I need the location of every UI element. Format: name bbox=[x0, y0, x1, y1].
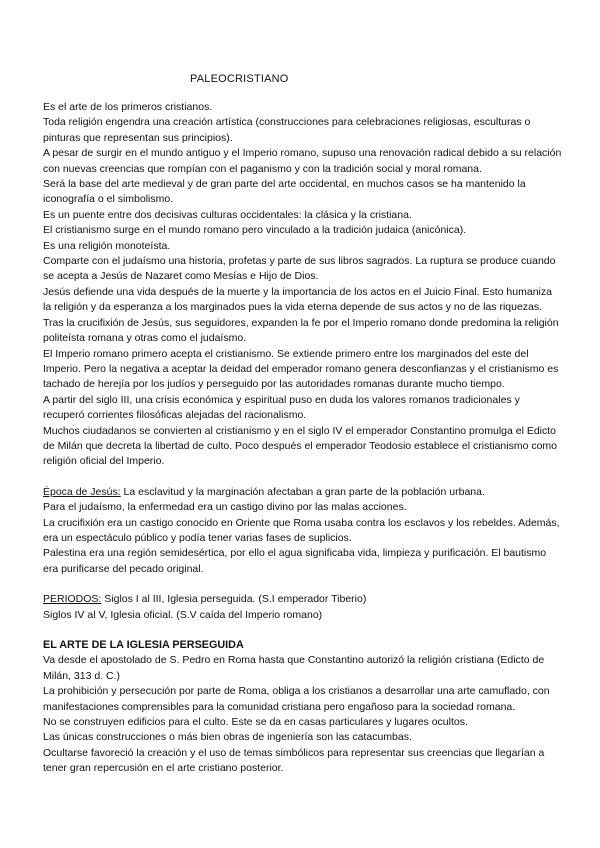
intro-paragraph: Es un puente entre dos decisivas culturas occidentales: la clásica y la cristiana. bbox=[43, 208, 412, 221]
intro-paragraph: Jesús defiende una vida después de la muerte y la importancia de los actos en el Juicio Final. Esto humaniza la religión y da esperanza a los marginados pues la vida eterna depende de sus actos y no de las riquezas. bbox=[43, 285, 552, 314]
epoca-section bbox=[43, 485, 563, 577]
intro-paragraph: El Imperio romano primero acepta el cristianismo. Se extiende primero entre los marginados del este del Imperio. Pero la negativa a aceptar la deidad del emperador romano genera desconfianzas y el cristianismo es tachado de herejía por los judíos y perseguido por las autoridades romanas durante mucho tiempo. bbox=[43, 347, 559, 391]
iglesia-perseguida-section bbox=[43, 638, 563, 777]
section-paragraph: La prohibición y persecución por parte de Roma, obliga a los cristianos a desarrollar una arte camuflado, con manifestaciones comprensibles para la comunidad cristiana pero engañoso para la sociedad romana. bbox=[43, 685, 550, 713]
section-spacer bbox=[43, 470, 563, 485]
section-paragraph: Ocultarse favoreció la creación y el uso de temas simbólicos para representar sus creencias que llegarían a tener gran repercusión en el arte cristiano posterior. bbox=[43, 746, 545, 775]
intro-paragraph: Toda religión engendra una creación artística (construcciones para celebraciones religiosas, esculturas o pinturas que representan sus principios). bbox=[43, 116, 531, 144]
document-title: PALEOCRISTIANO bbox=[190, 73, 289, 85]
intro-paragraph: Será la base del arte medieval y de gran parte del arte occidental, en muchos casos se ha mantenido la iconografía o el simbolismo. bbox=[43, 178, 526, 206]
section-paragraph: No se construyen edificios para el culto. Este se da en casas particulares y lugares ocultos. bbox=[43, 716, 468, 729]
epoca-line: Para el judaísmo, la enfermedad era un castigo divino por las malas acciones. bbox=[43, 501, 407, 514]
section-paragraph: Las únicas construcciones o más bien obras de ingeniería son las catacumbas. bbox=[43, 731, 412, 744]
periodos-first-text: Siglos I al III, Iglesia perseguida. (S.I emperador Tiberio) bbox=[101, 593, 367, 606]
intro-paragraph: Muchos ciudadanos se convierten al cristianismo y en el siglo IV el emperador Constantino promulga el Edicto de Milán que decreta la libertad de culto. Poco después el emperador Teodosio establece el cristianismo como religión oficial del Imperio. bbox=[43, 424, 558, 468]
intro-paragraph: Es una religión monoteísta. bbox=[43, 239, 171, 252]
intro-paragraph: Es el arte de los primeros cristianos. bbox=[43, 101, 213, 113]
epoca-first-line bbox=[43, 485, 563, 500]
periodos-second-line: Siglos IV al V, Iglesia oficial. (S.V caída del Imperio romano) bbox=[43, 608, 323, 621]
epoca-line: Palestina era una región semidesértica, por ello el agua significaba vida, limpieza y purificación. El bautismo era purificarse del pecado original. bbox=[43, 547, 547, 575]
intro-section bbox=[43, 100, 563, 470]
intro-paragraph: A pesar de surgir en el mundo antiguo y el Imperio romano, supuso una renovación radical debido a su relación con nuevas creencias que rompían con el paganismo y con la tradición social y moral romana. bbox=[43, 147, 562, 175]
document-body bbox=[43, 100, 563, 777]
epoca-line: La crucifixión era un castigo conocido en Oriente que Roma usaba contra los esclavos y los rebeldes. Además, era un espectáculo público y podía tener varias fases de suplicios. bbox=[43, 516, 560, 544]
section-heading: EL ARTE DE LA IGLESIA PERSEGUIDA bbox=[43, 639, 244, 651]
periodos-label: PERIODOS: bbox=[43, 593, 102, 606]
intro-paragraph: Tras la crucifixión de Jesús, sus seguidores, expanden la fe por el Imperio romano donde predomina la religión politeísta romana y otras como el judaísmo. bbox=[43, 316, 559, 345]
section-paragraph: Va desde el apostolado de S. Pedro en Roma hasta que Constantino autorizó la religión cristiana (Edicto de Milán, 313 d. C.) bbox=[43, 654, 545, 682]
intro-paragraph: Comparte con el judaísmo una historia, profetas y parte de sus libros sagrados. La ruptura se produce cuando se acepta a Jesús de Nazaret como Mesías e Hijo de Dios. bbox=[43, 255, 556, 283]
periodos-section bbox=[43, 592, 563, 623]
epoca-label: Época de Jesús: bbox=[43, 485, 121, 498]
intro-paragraph: A partir del siglo III, una crisis económica y espiritual puso en duda los valores romanos tradicionales y recuperó corrientes filosóficas alejadas del racionalismo. bbox=[43, 393, 520, 422]
section-spacer bbox=[43, 623, 563, 638]
intro-paragraph: El cristianismo surge en el mundo romano pero vinculado a la tradición judaica (anicónica). bbox=[43, 224, 467, 237]
periodos-first-line bbox=[43, 592, 563, 607]
section-spacer bbox=[43, 577, 563, 592]
epoca-first-text: La esclavitud y la marginación afectaban a gran parte de la población urbana. bbox=[120, 485, 485, 498]
